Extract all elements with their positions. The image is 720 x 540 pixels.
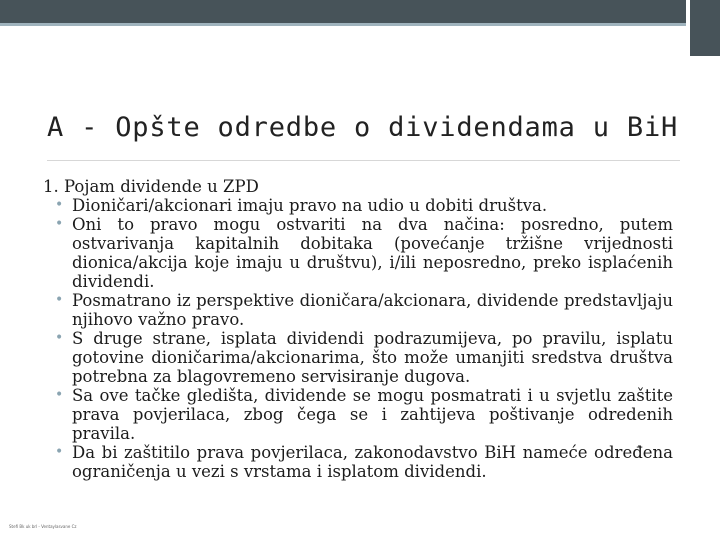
bullet-item xyxy=(43,386,673,443)
bullet-icon: • xyxy=(55,330,64,346)
bullet-text: S druge strane, isplata dividendi podrazumijeva, po pravilu, isplatu gotovine dioničarima/akcionarima, što može umanjiti sredstva društva potrebna za blagovremeno servisiranje dugova. xyxy=(72,329,673,386)
slide-title: A - Opšte odredbe o dividendama u BiH xyxy=(47,112,679,143)
bullet-icon: • xyxy=(55,444,64,460)
bullet-icon: • xyxy=(55,216,64,232)
top-decorative-bar xyxy=(0,0,686,23)
bullet-item xyxy=(43,196,673,215)
title-divider xyxy=(47,160,680,161)
top-accent-line xyxy=(0,23,686,26)
bullet-list xyxy=(43,196,673,481)
bullet-item xyxy=(43,329,673,386)
section-heading: 1. Pojam dividende u ZPD xyxy=(43,177,259,196)
bullet-text: Posmatrano iz perspektive dioničara/akcionara, dividende predstavljaju njihovo važno pravo. xyxy=(72,291,673,329)
bullet-item xyxy=(43,291,673,329)
bullet-text: Dioničari/akcionari imaju pravo na udio u dobiti društva. xyxy=(72,196,548,215)
bullet-text: Oni to pravo mogu ostvariti na dva načina: posredno, putem ostvarivanja kapitalnih dobitaka (povećanje tržišne vrijednosti dionica/akcija koje imaju u društvu), i/ili neposredno, preko isplaćenih dividendi. xyxy=(72,215,673,291)
slide-content xyxy=(43,177,673,481)
bullet-icon: • xyxy=(55,387,64,403)
bullet-text: Sa ove tačke gledišta, dividende se mogu posmatrati i u svjetlu zaštite prava povjerilaca, zbog čega se i zahtijeva poštivanje odredenih pravila. xyxy=(72,386,673,443)
bullet-item xyxy=(43,443,673,481)
bullet-icon: • xyxy=(55,197,64,213)
bullet-icon: • xyxy=(55,292,64,308)
right-decorative-bar xyxy=(690,0,720,56)
slide-footer: Stefi Bk uk brl - Ventaylasvane Cz xyxy=(9,524,77,529)
bullet-item xyxy=(43,215,673,291)
bullet-text: Da bi zaštitilo prava povjerilaca, zakonodavstvo BiH nameće određena ograničenja u vezi s vrstama i isplatom dividendi. xyxy=(72,443,673,481)
